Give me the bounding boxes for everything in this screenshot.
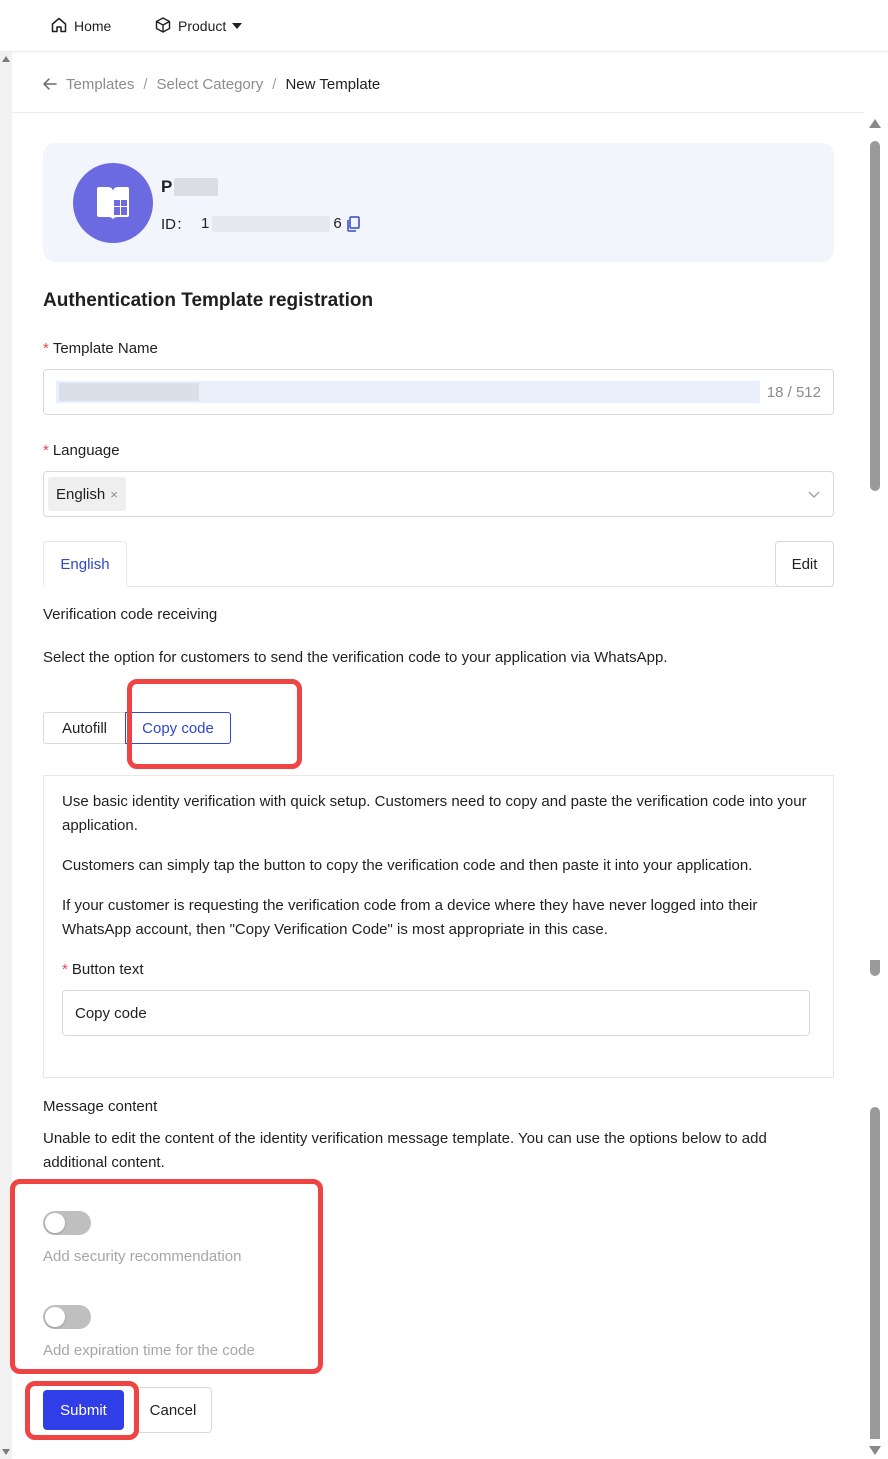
book-logo-icon [91, 181, 135, 225]
account-name [161, 177, 218, 197]
language-tabs [43, 541, 834, 587]
toggle-knob [45, 1307, 65, 1327]
caret-down-icon [232, 23, 242, 29]
home-icon [50, 16, 74, 37]
language-tag-label: English [56, 485, 106, 503]
submit-button[interactable]: Submit [43, 1390, 124, 1430]
redacted-value [59, 383, 199, 401]
scrollbar-thumb[interactable] [870, 141, 880, 491]
expiration-time-toggle[interactable] [43, 1305, 91, 1329]
copy-icon[interactable] [346, 216, 360, 232]
account-card [43, 143, 834, 262]
info-paragraph: Use basic identity verification with quick setup. Customers need to copy and paste the verification code into your application. [62, 793, 807, 834]
verification-heading: Verification code receiving [43, 606, 218, 623]
close-icon[interactable]: × [110, 486, 118, 502]
redacted-text [212, 216, 330, 232]
nav-product-menu[interactable] [154, 14, 242, 38]
tab-english[interactable]: English [43, 541, 127, 587]
back-arrow-icon[interactable] [42, 76, 58, 92]
cancel-button[interactable]: Cancel [134, 1387, 212, 1433]
scroll-down-icon[interactable] [869, 1446, 881, 1455]
outer-scrollbar[interactable] [0, 52, 12, 1459]
language-tag [48, 477, 126, 511]
nav-home-label: Home [74, 18, 112, 34]
option-autofill[interactable]: Autofill [43, 712, 126, 744]
breadcrumb-select-category[interactable]: Select Category [156, 75, 264, 93]
button-text-label-text: Button text [71, 961, 144, 978]
character-counter: 18 / 512 [766, 384, 821, 401]
message-content-description: Unable to edit the content of the identity verification message template. You can use the options below to add additional content. [43, 1130, 767, 1171]
button-text-input[interactable]: Copy code [62, 990, 810, 1036]
account-id-end: 6 [333, 215, 342, 232]
required-mark: * [62, 961, 68, 978]
breadcrumb-separator: / [143, 75, 148, 93]
info-paragraph: If your customer is requesting the verification code from a device where they have never logged into their WhatsApp account, then "Copy Verification Code" is most appropriate in this case. [62, 897, 758, 938]
scrollbar-thumb[interactable] [870, 960, 880, 976]
expiration-time-label: Add expiration time for the code [43, 1342, 255, 1359]
security-recommendation-toggle[interactable] [43, 1211, 91, 1235]
chevron-down-icon [807, 487, 821, 506]
message-content-heading: Message content [43, 1098, 158, 1115]
required-mark: * [43, 340, 49, 357]
account-id [161, 213, 360, 234]
security-recommendation-label: Add security recommendation [43, 1248, 242, 1265]
button-text-label [62, 961, 144, 978]
template-name-input[interactable] [43, 369, 834, 415]
form-title: Authentication Template registration [43, 290, 374, 311]
breadcrumb-separator: / [272, 75, 277, 93]
language-label-text: Language [52, 442, 120, 459]
verification-option-group [43, 712, 231, 744]
language-label [43, 442, 120, 459]
nav-product-label: Product [178, 18, 227, 34]
scroll-up-icon[interactable] [2, 56, 10, 62]
account-id-start: 1 [201, 215, 210, 232]
option-copy-code[interactable]: Copy code [125, 712, 231, 744]
required-mark: * [43, 442, 49, 459]
account-name-visible: P [161, 177, 173, 196]
template-name-label-text: Template Name [52, 340, 158, 357]
toggle-knob [45, 1213, 65, 1233]
breadcrumb-templates[interactable]: Templates [66, 75, 135, 93]
edit-button[interactable]: Edit [775, 541, 834, 587]
info-paragraph: Customers can simply tap the button to copy the verification code and then paste it into your application. [62, 857, 753, 874]
breadcrumb-new-template: New Template [285, 75, 381, 93]
template-name-label [43, 340, 158, 357]
box-icon [154, 16, 178, 37]
scroll-up-icon[interactable] [869, 119, 881, 128]
top-navigation [0, 0, 888, 52]
scroll-down-icon[interactable] [2, 1449, 10, 1455]
avatar [73, 163, 153, 243]
account-id-label: ID： [161, 216, 192, 233]
verification-description: Select the option for customers to send the verification code to your application via WhatsApp. [43, 649, 668, 666]
redacted-text [174, 178, 218, 196]
scrollbar-thumb[interactable] [870, 1107, 880, 1439]
breadcrumb [42, 72, 380, 96]
nav-home[interactable] [50, 14, 111, 38]
language-select[interactable] [43, 471, 834, 517]
divider [12, 112, 864, 113]
content-scrollbar[interactable] [864, 113, 886, 1459]
